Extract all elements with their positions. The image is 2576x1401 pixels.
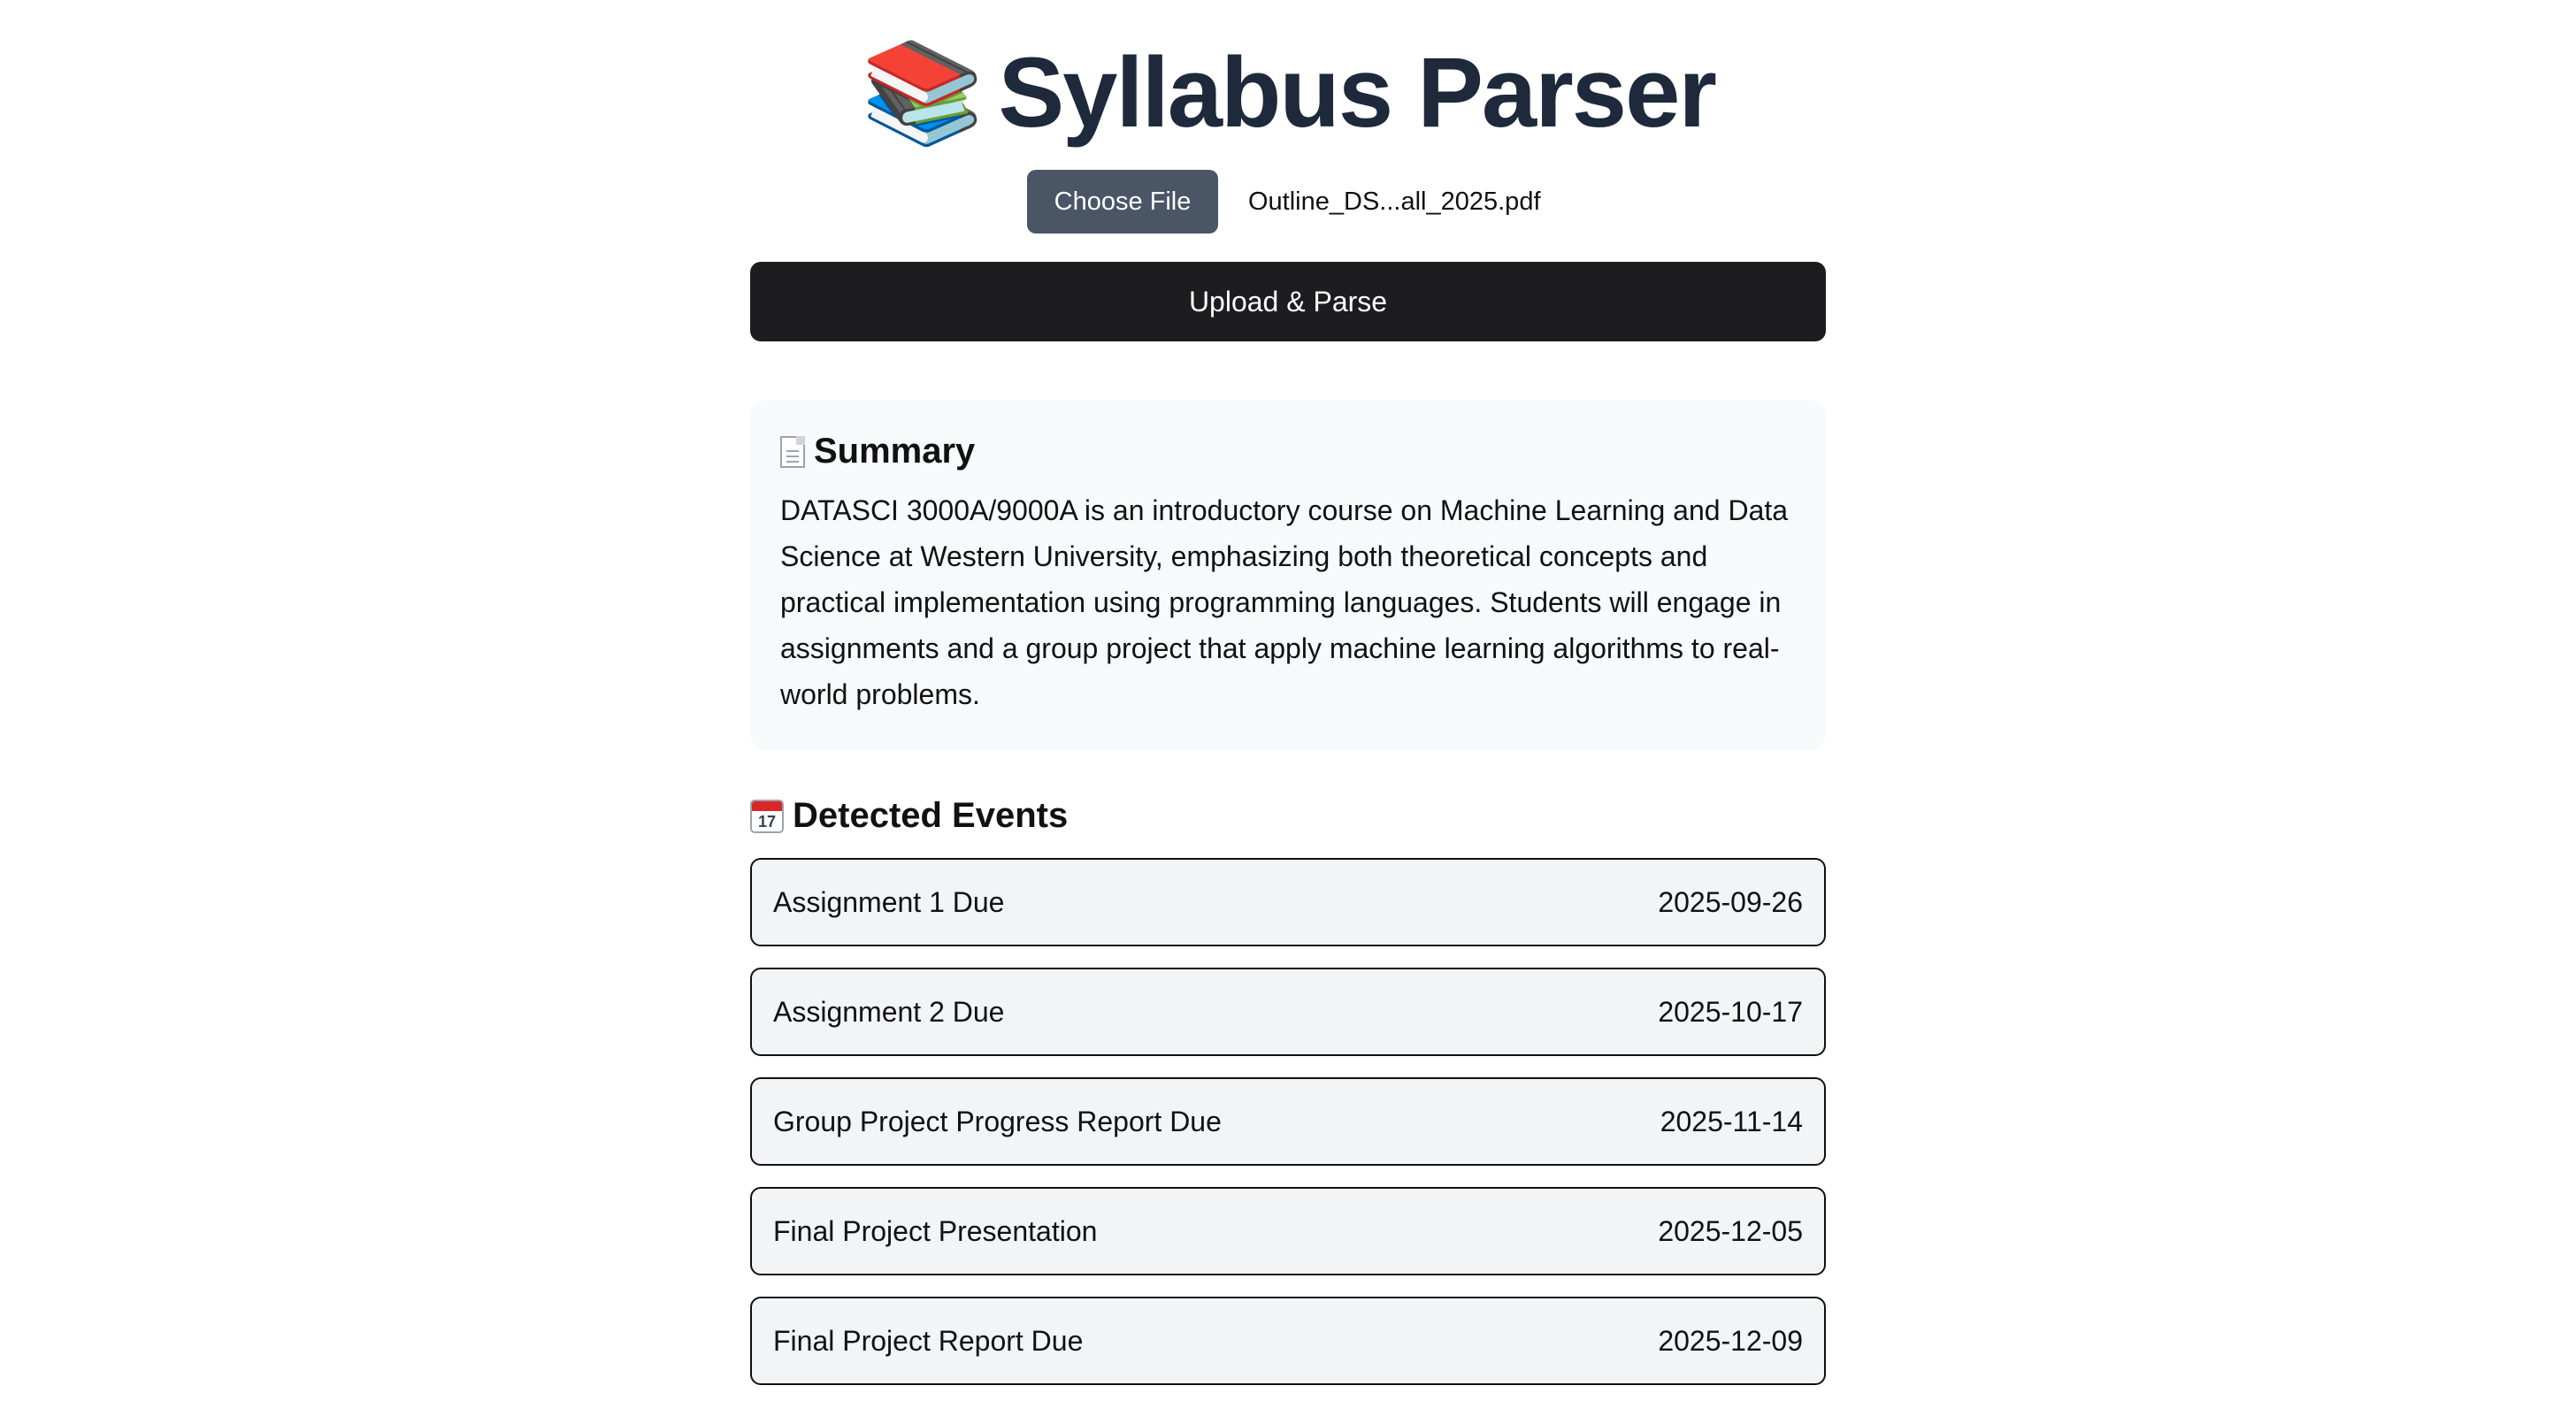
document-icon — [780, 436, 805, 468]
calendar-icon — [750, 800, 784, 833]
file-picker — [0, 170, 2576, 234]
summary-text: DATASCI 3000A/9000A is an introductory course on Machine Learning and Data Science at Western University, emphasizing both theoretical concepts and practical implementation using programming languages. Students will engage in assignments and a group project that apply machine learning algorithms to real-world problems. — [780, 494, 1789, 710]
event-date: 2025-12-09 — [1658, 1324, 1803, 1357]
event-date: 2025-11-14 — [1660, 1105, 1803, 1137]
event-item[interactable] — [750, 1187, 1826, 1275]
event-date: 2025-09-26 — [1658, 885, 1803, 918]
page-title-text: Syllabus Parser — [998, 37, 1715, 148]
events-heading — [750, 796, 1068, 836]
page-title — [0, 35, 2576, 150]
event-title: Final Project Report Due — [773, 1324, 1084, 1357]
selected-file-name: Outline_DS...all_2025.pdf — [1248, 187, 1541, 216]
event-date: 2025-10-17 — [1658, 995, 1803, 1028]
event-date: 2025-12-05 — [1658, 1214, 1803, 1247]
event-title: Group Project Progress Report Due — [773, 1105, 1222, 1137]
calendar-icon-day: 17 — [757, 812, 777, 831]
upload-parse-button[interactable]: Upload & Parse — [750, 262, 1826, 341]
event-title: Final Project Presentation — [773, 1214, 1098, 1247]
event-title: Assignment 1 Due — [773, 885, 1005, 918]
event-item[interactable] — [750, 1077, 1826, 1166]
summary-panel — [750, 400, 1826, 750]
event-item[interactable] — [750, 858, 1826, 946]
events-list — [750, 858, 1826, 1401]
event-item[interactable] — [750, 1297, 1826, 1385]
choose-file-button[interactable]: Choose File — [1027, 170, 1218, 234]
event-title: Assignment 2 Due — [773, 995, 1005, 1028]
event-item[interactable] — [750, 968, 1826, 1056]
summary-heading — [780, 432, 1796, 471]
books-icon: 📚 — [861, 35, 983, 150]
summary-heading-text: Summary — [814, 432, 976, 471]
events-heading-text: Detected Events — [793, 796, 1069, 835]
